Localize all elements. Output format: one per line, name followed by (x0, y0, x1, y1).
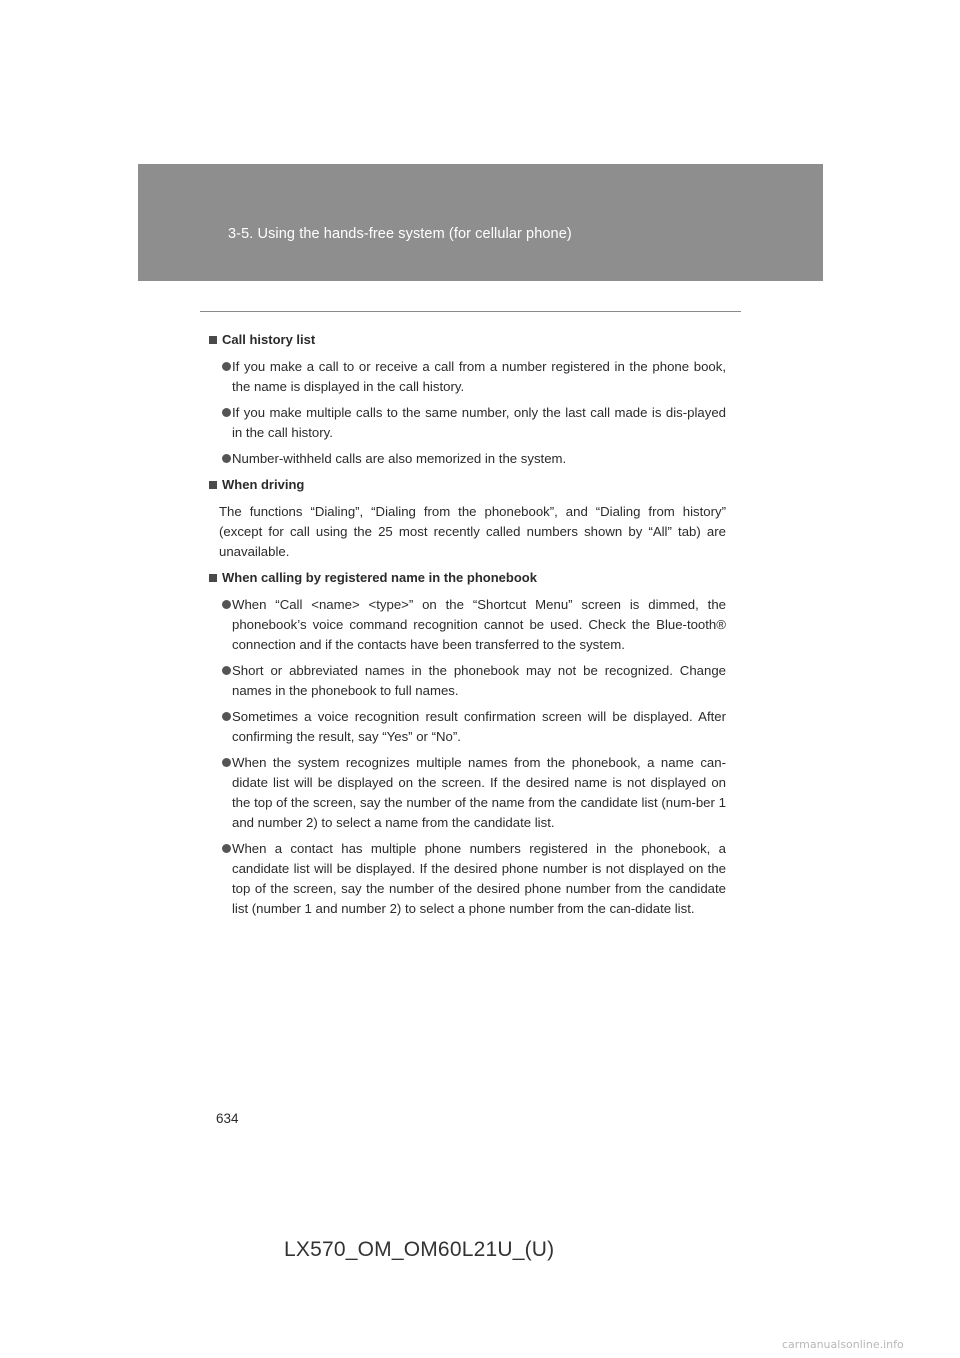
section-heading-text: Call history list (222, 332, 316, 347)
list-item (206, 839, 726, 919)
section-call-history (206, 330, 726, 469)
list-item (206, 595, 726, 655)
square-bullet-icon (209, 574, 217, 582)
list-item (206, 403, 726, 443)
list-item (206, 753, 726, 833)
square-bullet-icon (209, 481, 217, 489)
header-divider (200, 311, 741, 312)
round-bullet-icon (222, 712, 231, 721)
list-item-text: If you make multiple calls to the same number, only the last call made is dis-played in the call history. (232, 405, 726, 440)
section-header-band (138, 164, 823, 281)
section-heading (206, 330, 726, 350)
list-item-text: Short or abbreviated names in the phonebook may not be recognized. Change names in the phonebook to full names. (232, 663, 726, 698)
list-item-text: Sometimes a voice recognition result confirmation screen will be displayed. After confirming the result, say “Yes” or “No”. (232, 709, 726, 744)
round-bullet-icon (222, 362, 231, 371)
round-bullet-icon (222, 408, 231, 417)
watermark: carmanualsonline.info (782, 1338, 904, 1351)
section-heading-text: When driving (222, 477, 305, 492)
page-content (206, 330, 726, 925)
list-item-text: If you make a call to or receive a call from a number registered in the phone book, the name is displayed in the call history. (232, 359, 726, 394)
list-item (206, 661, 726, 701)
round-bullet-icon (222, 454, 231, 463)
list-item-text: When a contact has multiple phone numbers registered in the phonebook, a candidate list will be displayed. If the desired phone number is not displayed on the top of the screen, say the number of the desired phone number from the candidate list (number 1 and number 2) to select a phone number from the can-didate list. (232, 841, 726, 916)
list-item (206, 357, 726, 397)
section-heading-text: When calling by registered name in the phonebook (222, 570, 537, 585)
list-item (206, 707, 726, 747)
list-item-text: When the system recognizes multiple names from the phonebook, a name can-didate list will be displayed on the screen. If the desired name is not displayed on the top of the screen, say the number of the name from the candidate list (num-ber 1 and number 2) to select a name from the candidate list. (232, 755, 726, 830)
round-bullet-icon (222, 600, 231, 609)
bullet-list (206, 357, 726, 469)
section-registered-name (206, 568, 726, 919)
list-item (206, 449, 726, 469)
round-bullet-icon (222, 758, 231, 767)
list-item-text: When “Call <name> <type>” on the “Shortcut Menu” screen is dimmed, the phonebook’s voice command recognition cannot be used. Check the Blue-tooth® connection and if the contacts have been transferred to the system. (232, 597, 726, 652)
document-code: LX570_OM_OM60L21U_(U) (284, 1238, 555, 1261)
section-heading (206, 568, 726, 588)
square-bullet-icon (209, 336, 217, 344)
section-heading (206, 475, 726, 495)
bullet-list (206, 595, 726, 919)
round-bullet-icon (222, 844, 231, 853)
page-number: 634 (216, 1111, 239, 1126)
section-when-driving (206, 475, 726, 562)
section-paragraph: The functions “Dialing”, “Dialing from the phonebook”, and “Dialing from history” (except for call using the 25 most recently called numbers shown by “All” tab) are unavailable. (219, 504, 726, 559)
section-title: 3-5. Using the hands-free system (for cellular phone) (228, 226, 572, 242)
list-item-text: Number-withheld calls are also memorized in the system. (232, 451, 567, 466)
round-bullet-icon (222, 666, 231, 675)
